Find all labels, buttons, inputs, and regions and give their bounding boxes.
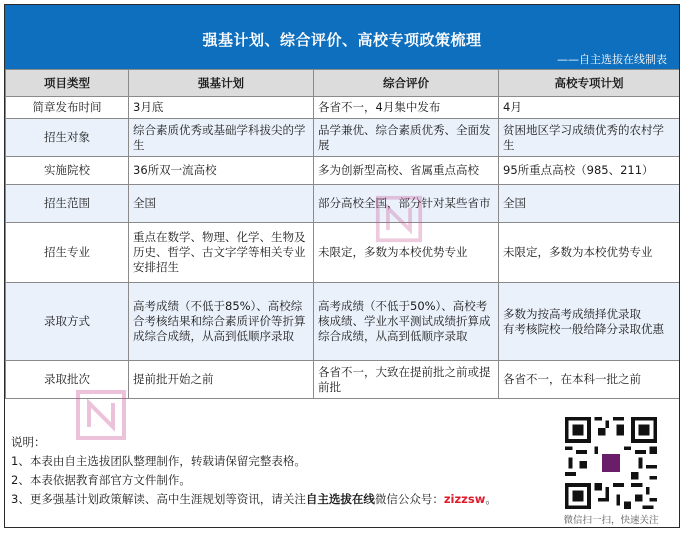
table-cell: 各省不一，4月集中发布 <box>314 97 499 119</box>
table-cell: 3月底 <box>129 97 314 119</box>
table-cell: 品学兼优、综合素质优秀、全面发展 <box>314 119 499 157</box>
table-row <box>6 283 680 361</box>
wechat-account: zizzsw <box>443 492 486 506</box>
notes-heading: 说明： <box>11 435 46 449</box>
note-text: 微信公众号： <box>374 492 444 506</box>
qr-caption: 微信扫一扫，快速关注 <box>563 515 659 526</box>
row-label: 招生对象 <box>6 119 129 157</box>
row-label: 实施院校 <box>6 157 129 185</box>
table-row <box>6 97 680 119</box>
note-text: 3、更多强基计划政策解读、高中生涯规划等资讯，请关注 <box>11 492 306 506</box>
table-row <box>6 157 680 185</box>
column-header: 项目类型 <box>6 70 129 97</box>
note-line: 1、本表由自主选拔团队整理制作，转载请保留完整表格。 <box>11 454 306 468</box>
table-cell: 全国 <box>499 185 680 223</box>
table-row <box>6 119 680 157</box>
row-label: 招生专业 <box>6 223 129 283</box>
table-cell: 部分高校全国，部分针对某些省市 <box>314 185 499 223</box>
note-line <box>11 490 551 509</box>
table-cell: 重点在数学、物理、化学、生物及历史、哲学、古文字学等相关专业安排招生 <box>129 223 314 283</box>
note-text: 。 <box>485 492 497 506</box>
table-cell: 多为创新型高校、省属重点高校 <box>314 157 499 185</box>
column-header: 综合评价 <box>314 70 499 97</box>
table-cell: 未限定，多数为本校优势专业 <box>499 223 680 283</box>
row-label: 简章发布时间 <box>6 97 129 119</box>
table-header-row <box>6 70 680 97</box>
row-label: 录取方式 <box>6 283 129 361</box>
table-cell: 多数为按高考成绩择优录取 有考核院校一般给降分录取优惠 <box>499 283 680 361</box>
header-banner <box>5 5 679 69</box>
column-header: 高校专项计划 <box>499 70 680 97</box>
table-cell: 95所重点高校（985、211） <box>499 157 680 185</box>
table-row <box>6 361 680 399</box>
table-cell: 综合素质优秀或基础学科拔尖的学生 <box>129 119 314 157</box>
table-cell: 全国 <box>129 185 314 223</box>
policy-sheet <box>4 4 680 528</box>
table-cell: 各省不一，大致在提前批之前或提前批 <box>314 361 499 399</box>
brand-name: 自主选拔在线 <box>305 492 375 506</box>
table-cell: 提前批开始之前 <box>129 361 314 399</box>
table-cell: 各省不一，在本科一批之前 <box>499 361 680 399</box>
table-cell: 4月 <box>499 97 680 119</box>
row-label: 招生范围 <box>6 185 129 223</box>
page-subtitle: ——自主选拔在线制表 <box>557 53 667 66</box>
qr-code-icon <box>565 417 657 509</box>
table-row <box>6 223 680 283</box>
row-label: 录取批次 <box>6 361 129 399</box>
page-title: 强基计划、综合评价、高校专项政策梳理 <box>202 31 482 49</box>
table-cell: 36所双一流高校 <box>129 157 314 185</box>
table-cell: 高考成绩（不低于85%）、高校综合考核结果和综合素质评价等折算成综合成绩，从高到低顺序录取 <box>129 283 314 361</box>
table-cell: 贫困地区学习成绩优秀的农村学生 <box>499 119 680 157</box>
table-cell: 高考成绩（不低于50%）、高校考核成绩、学业水平测试成绩折算成综合成绩，从高到低顺序录取 <box>314 283 499 361</box>
table-cell: 未限定，多数为本校优势专业 <box>314 223 499 283</box>
table-row <box>6 185 680 223</box>
note-line: 2、本表依据教育部官方文件制作。 <box>11 473 191 487</box>
notes-section <box>11 433 551 509</box>
column-header: 强基计划 <box>129 70 314 97</box>
policy-table <box>5 69 680 399</box>
